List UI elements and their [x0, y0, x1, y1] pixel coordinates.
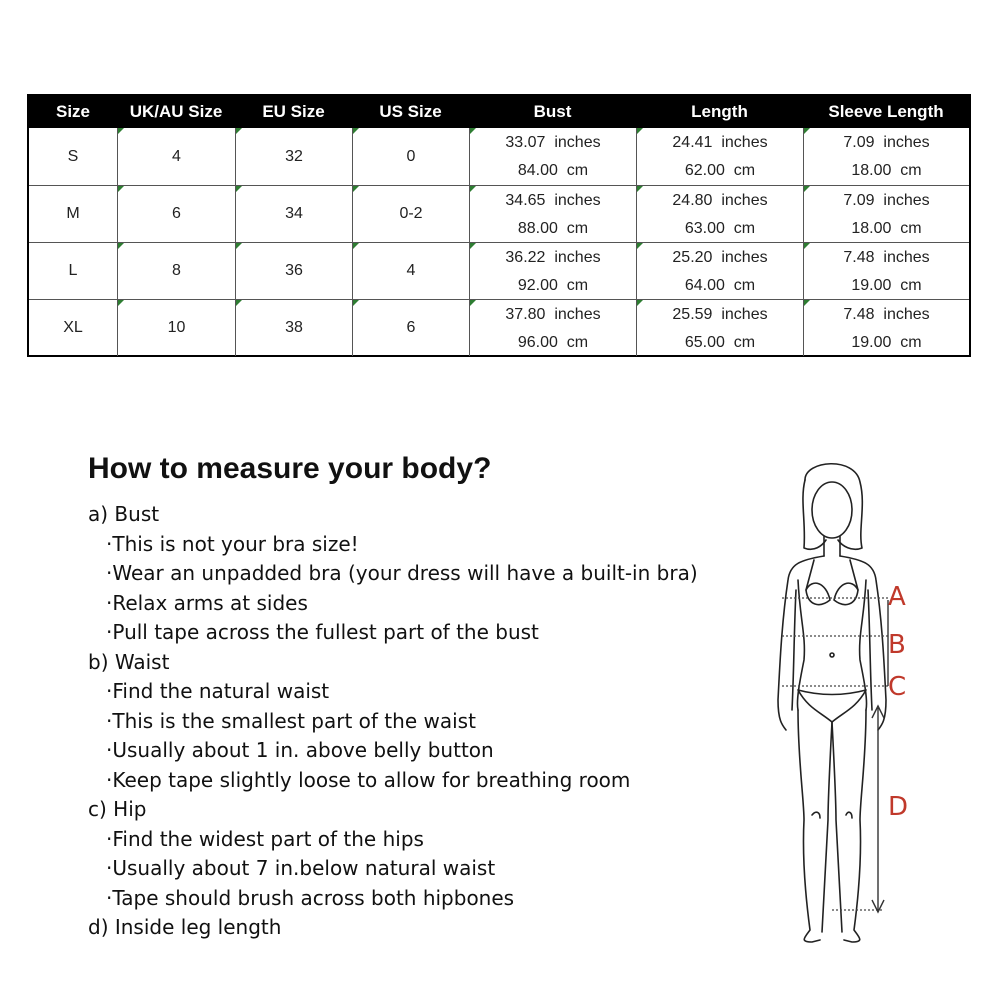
cell-value-cm: 19.00 cm — [851, 334, 922, 351]
cell-value: 4 — [406, 262, 416, 279]
header-uk-au-size: UK/AU Size — [129, 102, 223, 121]
step-instruction: ·Find the natural waist — [106, 679, 330, 703]
table-cell — [636, 128, 803, 185]
table-row — [29, 128, 969, 185]
cell-value: 32 — [285, 147, 303, 165]
step-instruction: ·Tape should brush across both hipbones — [106, 885, 515, 910]
cell-marker — [118, 300, 124, 306]
table-cell — [117, 186, 235, 242]
table-cell — [29, 186, 117, 242]
cell-marker — [353, 300, 359, 306]
cell-value-inches: 7.09 inches — [843, 192, 930, 209]
cell-value-cm: 88.00 cm — [517, 220, 589, 237]
cell-value-inches: 24.41 inches — [672, 134, 768, 151]
header-bust: Bust — [533, 102, 572, 121]
label-c: C — [888, 672, 907, 702]
label-a: A — [888, 582, 906, 612]
cell-value-cm: 65.00 cm — [684, 334, 756, 351]
cell-value: 6 — [406, 319, 416, 336]
step-instruction: ·This is not your bra size! — [106, 531, 359, 556]
cell-value: 38 — [285, 319, 303, 336]
table-cell — [352, 186, 469, 242]
table-cell — [29, 300, 117, 356]
step-instruction: ·Pull tape across the fullest part of the bust — [106, 620, 539, 644]
cell-value-inches: 34.65 inches — [505, 192, 601, 209]
table-row — [29, 299, 969, 356]
table-row — [29, 185, 969, 242]
cell-value: 6 — [172, 205, 181, 222]
cell-value-cm: 84.00 cm — [517, 162, 589, 179]
header-eu-size: EU Size — [262, 102, 325, 121]
step-heading: c) Hip — [88, 797, 147, 821]
step-heading: a) Bust — [88, 502, 160, 526]
cell-value-cm: 19.00 cm — [851, 277, 922, 294]
cell-value-cm: 63.00 cm — [684, 220, 756, 237]
step-heading: b) Waist — [88, 649, 170, 674]
cell-value-inches: 7.48 inches — [843, 306, 930, 323]
cell-value: M — [66, 205, 80, 222]
label-b: B — [888, 630, 906, 660]
size-chart-table — [27, 94, 971, 357]
table-cell — [235, 128, 352, 185]
table-cell — [235, 243, 352, 299]
table-cell — [636, 186, 803, 242]
table-cell — [117, 128, 235, 185]
guide-title: How to measure your body? — [88, 452, 492, 485]
cell-value-inches: 37.80 inches — [505, 306, 601, 323]
table-cell — [117, 300, 235, 356]
cell-value-inches: 33.07 inches — [505, 134, 601, 151]
cell-value-cm: 18.00 cm — [851, 220, 922, 237]
cell-value-inches: 25.20 inches — [672, 249, 768, 266]
table-cell — [803, 243, 969, 299]
cell-marker — [353, 186, 359, 192]
header-length: Length — [691, 102, 748, 121]
header-sleeve-length: Sleeve Length — [828, 102, 944, 121]
label-d: D — [888, 792, 909, 822]
header-size: Size — [55, 102, 91, 121]
cell-value-inches: 24.80 inches — [672, 192, 768, 209]
step-instruction: ·Relax arms at sides — [106, 590, 308, 615]
cell-value-cm: 62.00 cm — [684, 162, 756, 179]
cell-value: 10 — [167, 319, 186, 336]
cell-marker — [236, 128, 242, 134]
cell-value: 8 — [172, 262, 181, 279]
table-cell — [803, 128, 969, 185]
table-cell — [29, 128, 117, 185]
table-body — [29, 128, 969, 355]
cell-marker — [236, 300, 242, 306]
cell-value: 0-2 — [399, 205, 423, 222]
table-cell — [235, 300, 352, 356]
table-cell — [469, 300, 636, 356]
body-measurement-figure — [760, 460, 990, 950]
step-instruction: ·Keep tape slightly loose to allow for breathing room — [106, 767, 631, 792]
header-us-size: US Size — [379, 102, 442, 121]
table-cell — [29, 243, 117, 299]
table-cell — [803, 186, 969, 242]
cell-value: 34 — [285, 205, 303, 222]
step-instruction: ·Find the widest part of the hips — [106, 826, 424, 851]
cell-marker — [236, 186, 242, 192]
table-cell — [117, 243, 235, 299]
cell-value-inches: 7.09 inches — [843, 134, 930, 151]
cell-value-cm: 18.00 cm — [851, 162, 922, 179]
cell-marker — [118, 128, 124, 134]
cell-value-inches: 7.48 inches — [843, 249, 930, 266]
table-cell — [469, 128, 636, 185]
cell-value: 0 — [406, 147, 416, 165]
cell-marker — [118, 186, 124, 192]
step-instruction: ·Wear an unpadded bra (your dress will have a built-in bra) — [106, 561, 698, 585]
measurement-steps — [88, 500, 708, 943]
body-outline-illustration — [760, 460, 990, 950]
cell-value: 4 — [172, 147, 181, 165]
cell-marker — [353, 243, 359, 249]
table-row — [29, 242, 969, 299]
cell-value: XL — [63, 319, 83, 336]
cell-value-inches: 36.22 inches — [505, 249, 601, 266]
table-cell — [469, 243, 636, 299]
cell-marker — [353, 128, 359, 134]
table-cell — [636, 300, 803, 356]
table-cell — [803, 300, 969, 356]
step-heading: d) Inside leg length — [88, 915, 282, 939]
table-cell — [469, 186, 636, 242]
table-cell — [352, 300, 469, 356]
cell-value: 36 — [285, 262, 303, 279]
cell-value-cm: 92.00 cm — [517, 277, 589, 294]
cell-marker — [118, 243, 124, 249]
table-cell — [636, 243, 803, 299]
table-cell — [235, 186, 352, 242]
step-instruction: ·Usually about 1 in. above belly button — [106, 738, 494, 762]
table-header-row — [29, 96, 969, 128]
table-cell — [352, 128, 469, 185]
cell-value-cm: 64.00 cm — [684, 277, 756, 294]
cell-value: S — [67, 147, 79, 165]
cell-marker — [236, 243, 242, 249]
cell-value-cm: 96.00 cm — [517, 334, 589, 351]
step-instruction: ·This is the smallest part of the waist — [106, 708, 476, 733]
table-cell — [352, 243, 469, 299]
step-instruction: ·Usually about 7 in.below natural waist — [106, 856, 496, 880]
cell-value: L — [68, 262, 78, 279]
cell-value-inches: 25.59 inches — [672, 306, 768, 323]
